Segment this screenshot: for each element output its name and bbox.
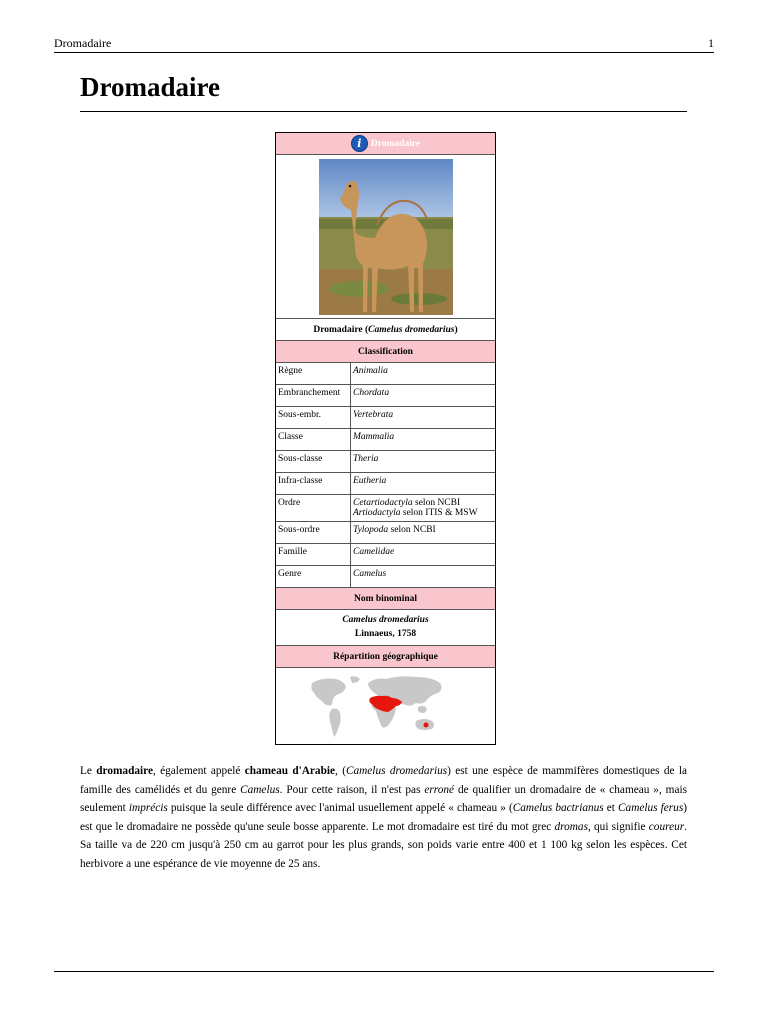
rank-label: Sous-embr. bbox=[276, 407, 351, 428]
taxon-row-embranchement bbox=[276, 385, 495, 407]
page-title: Dromadaire bbox=[80, 72, 687, 112]
taxon-link[interactable]: Mammalia bbox=[353, 432, 395, 442]
italic-term: dromas bbox=[554, 820, 588, 833]
taxon-link[interactable]: Cetartiodactyla bbox=[353, 498, 413, 508]
taxon-row-classe bbox=[276, 429, 495, 451]
rank-label: Genre bbox=[276, 566, 351, 587]
caption-common-name: Dromadaire ( bbox=[313, 325, 369, 335]
distribution-header: Répartition géographique bbox=[276, 646, 495, 668]
taxon-row-famille bbox=[276, 544, 495, 566]
text-run: Le bbox=[80, 765, 97, 777]
caption-close: ) bbox=[454, 325, 458, 335]
taxon-row-sous-classe bbox=[276, 451, 495, 473]
taxon-row-ordre bbox=[276, 495, 495, 522]
rank-label: Sous-ordre bbox=[276, 522, 351, 543]
binomial-name: Camelus dromedarius bbox=[342, 615, 429, 625]
italic-term: erroné bbox=[424, 783, 455, 796]
info-icon[interactable]: i bbox=[351, 135, 368, 152]
taxon-link[interactable]: Eutheria bbox=[353, 476, 387, 486]
taxon-row-infra-classe bbox=[276, 473, 495, 495]
world-map bbox=[306, 671, 466, 741]
text-run: et bbox=[603, 802, 619, 814]
taxon-link[interactable]: Animalia bbox=[353, 366, 388, 376]
term-dromadaire: dromadaire bbox=[96, 765, 153, 777]
camel-image bbox=[319, 159, 453, 315]
taxobox-title: Dromadaire bbox=[370, 138, 421, 149]
rank-label: Embranchement bbox=[276, 385, 351, 406]
binomial-header: Nom binominal bbox=[276, 588, 495, 610]
taxon-link[interactable]: Theria bbox=[353, 454, 379, 464]
text-run: ) est que le dromadaire ne possède qu'une seule bosse apparente. Le mot dromadaire est tiré du mot grec bbox=[80, 802, 687, 833]
rank-label: Infra-classe bbox=[276, 473, 351, 494]
taxon-note: selon ITIS & MSW bbox=[400, 508, 478, 518]
taxon-note: selon NCBI bbox=[388, 525, 436, 535]
taxon-row-genre bbox=[276, 566, 495, 588]
taxon-row-sous-embr bbox=[276, 407, 495, 429]
distribution-map bbox=[276, 668, 495, 744]
italic-term: Camelus dromedarius bbox=[345, 765, 448, 777]
running-header bbox=[54, 36, 714, 53]
footer-rule bbox=[54, 971, 714, 972]
taxon-link[interactable]: Camelidae bbox=[353, 547, 395, 557]
running-title: Dromadaire bbox=[54, 36, 112, 50]
text-run: . Pour cette raison, il n'est pas bbox=[279, 783, 425, 796]
taxon-value bbox=[351, 495, 495, 521]
taxon-note: selon NCBI bbox=[412, 498, 461, 508]
intro-paragraph bbox=[80, 762, 687, 873]
taxon-row-sous-ordre bbox=[276, 522, 495, 544]
taxon-link[interactable]: Artiodactyla bbox=[353, 508, 401, 518]
text-run: . Sa taille va de 220 cm jusqu'à 250 cm au garrot pour les plus grands, son poids varie entre 400 et 1 100 kg selon les espèces. Cet herbivore a une espérance de vie moyenne de 25 ans. bbox=[80, 820, 687, 870]
caption-latin-name: Camelus dromedarius bbox=[368, 325, 455, 335]
rank-label: Sous-classe bbox=[276, 451, 351, 472]
taxon-link[interactable]: Vertebrata bbox=[353, 410, 394, 420]
taxon-link[interactable]: Chordata bbox=[353, 388, 390, 398]
italic-term: Camelus ferus bbox=[618, 802, 684, 814]
term-chameau-arabie: chameau d'Arabie bbox=[244, 765, 336, 777]
classification-header: Classification bbox=[276, 341, 495, 363]
rank-label: Ordre bbox=[276, 495, 351, 521]
italic-term: Camelus bbox=[240, 783, 280, 796]
page-number: 1 bbox=[708, 36, 714, 50]
taxon-link[interactable]: Camelus bbox=[353, 569, 387, 579]
taxon-value bbox=[351, 522, 495, 543]
taxobox bbox=[275, 132, 496, 745]
italic-term: imprécis bbox=[128, 802, 168, 814]
taxon-link[interactable]: Tylopoda bbox=[353, 525, 389, 535]
text-run: ) est une espèce de mammifères domestiques de la famille des camélidés et du genre bbox=[80, 765, 687, 796]
binomial-author: Linnaeus, 1758 bbox=[354, 629, 417, 639]
italic-term: coureur bbox=[648, 820, 685, 833]
text-run: , également appelé bbox=[152, 765, 245, 777]
rank-label: Famille bbox=[276, 544, 351, 565]
text-run: , qui signifie bbox=[587, 820, 649, 833]
italic-term: Camelus bactrianus bbox=[512, 802, 604, 814]
taxon-row-regne bbox=[276, 363, 495, 385]
text-run: , ( bbox=[335, 765, 346, 777]
binomial-block bbox=[276, 610, 495, 646]
camel-photo bbox=[276, 155, 495, 319]
text-run: puisque la seule différence avec l'animal usuellement appelé « chameau » ( bbox=[167, 802, 513, 814]
taxobox-caption bbox=[276, 319, 495, 341]
rank-label: Règne bbox=[276, 363, 351, 384]
text-run: de qualifier un dromadaire de « chameau », mais seulement bbox=[80, 783, 687, 814]
rank-label: Classe bbox=[276, 429, 351, 450]
taxobox-title-bar bbox=[276, 133, 495, 155]
